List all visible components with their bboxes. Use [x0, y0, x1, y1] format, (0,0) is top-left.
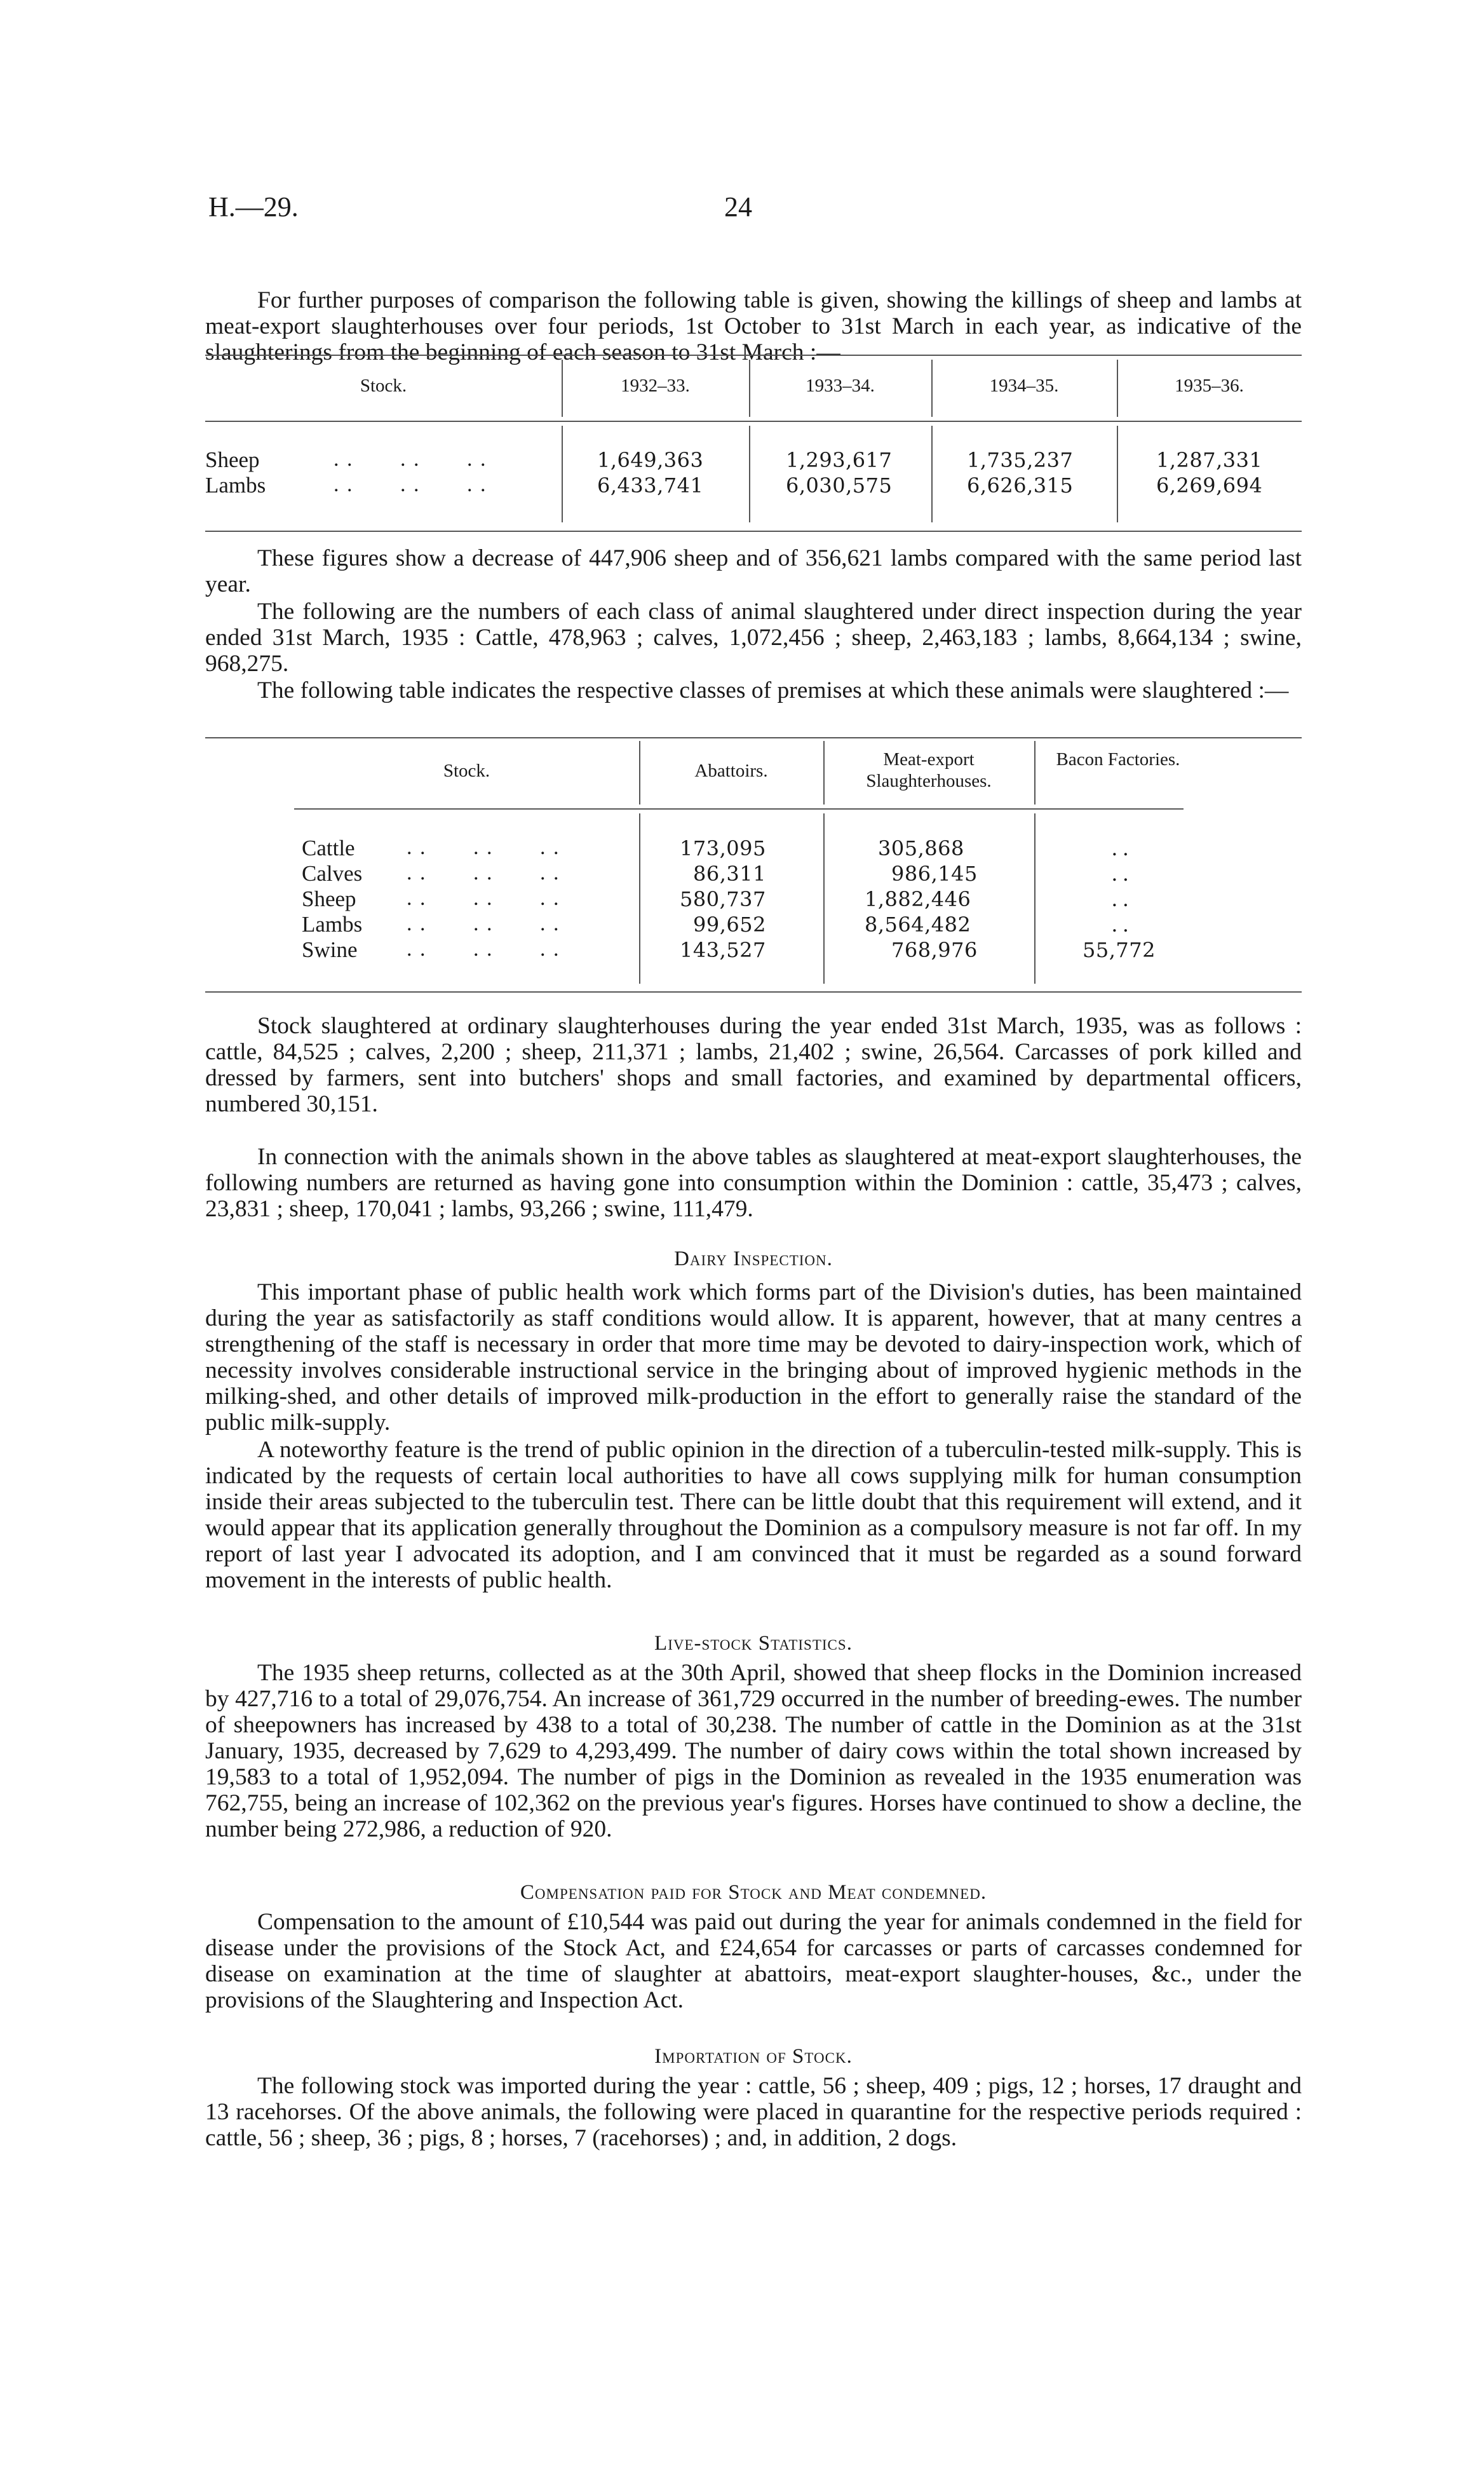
dairy-inspection-heading: Dairy Inspection. — [674, 1247, 833, 1270]
importation-heading: Importation of Stock. — [654, 2045, 853, 2068]
table1-header-1932: 1932–33. — [621, 376, 690, 396]
table-cell: . . — [1112, 861, 1129, 886]
table-cell: 1,735,237 — [967, 448, 1074, 472]
dairy-paragraph-2: A noteworthy feature is the trend of public opinion in the direction of a tuberculin-tested milk-supply. This is indicated by the requests of certain local authorities to have all cows supplying milk for human consumption inside their areas subjected to the tuberculin test. There can be little doubt that this requirement will extend, and it would appear that its application generally throughout the Dominion as a compulsory measure is not far off. In my report of last year I advocated its adoption, and I am convinced that it must be regarded as a sound forward movement in the interests of public health. — [205, 1437, 1302, 1593]
table-cell: 143,527 — [680, 938, 766, 962]
table2-header-meat-export: Meat-export Slaughterhouses. — [866, 749, 992, 791]
table2-header-abattoirs: Abattoirs. — [694, 761, 768, 781]
intro-paragraph: For further purposes of comparison the following table is given, showing the killings of sheep and lambs at meat-export slaughterhouses over four periods, 1st October to 31st March in each year, as indicative of the slaughterings from the beginning of each season to 31st March :— — [205, 287, 1302, 365]
inspection-paragraph: The following are the numbers of each class of animal slaughtered under direct inspection during the year ended 31st March, 1935 : Cattle, 478,963 ; calves, 1,072,456 ; sheep, 2,463,183 ; lambs, 8,664,134 ; swine, 968,275. — [205, 599, 1302, 677]
compensation-heading: Compensation paid for Stock and Meat condemned. — [520, 1881, 987, 1904]
table1-header-1935: 1935–36. — [1175, 376, 1244, 396]
compensation-paragraph: Compensation to the amount of £10,544 was paid out during the year for animals condemned in the field for disease under the provisions of the Stock Act, and £24,654 for carcasses or parts of carcasses condemned for disease on examination at the time of slaughter at abattoirs, meat-export slaughter-houses, &c., under the provisions of the Slaughtering and Inspection Act. — [205, 1909, 1302, 2013]
table2-header-bacon: Bacon Factories. — [1056, 749, 1180, 770]
row-label: Calves — [302, 861, 363, 886]
table-cell: 1,882,446 — [865, 887, 971, 911]
row-label: Lambs — [302, 912, 363, 937]
document-page: H.—29. 24 For further purposes of comparison the following table is given, showing the killings of sheep and lambs at meat-export slaughterhouses over four periods, 1st October to 31st March in each year, as indicative of the slaughterings from the beginning of each season to 31st March :— Stock. 1932–33. 1933–34. 1934–35. 1935–36. Sheep . . . . . . 1,649,363 1,293,617 1,735,237 1,287,331 Lambs . . . . . . 6,433,741 6,030,575 6,626,315 6,269,694 These figures show a decrease of 447,906 sheep and of 356,621 lambs compared with the same period last year. The following are the numbers of each class of animal slaughtered under direct inspection during the year ended 31st March, 1935 : Cattle, 478,963 ; calves, 1,072,456 ; sheep, 2,463,183 ; lambs, 8,664,134 ; swine, 968,275. The following table indicates the respective classes of premises at which these animals were slaughtered :— Stock. Abattoirs. Meat-export Slaughterhouses. Bacon Factories. Cattle . . . . . . 173,095 305,868 . . Calves . . . . . . 86,311 986,145 . . Sheep . . . . . . 580,737 1,882,446 . . Lambs . . . . . . 99,652 8,564,482 . . Swine . . . . . . 143,527 768,976 55,772 Stock slaughtered at ordinary slaughterhouses during the year ended 31st March, 1935, was as follows : cattle, 84,525 ; calves, 2,200 ; sheep, 211,371 ; lambs, 21,402 ; swine, 26,564. Carcasses of pork killed and dressed by farmers, sent into butchers' shops and small factories, and examined by departmental officers, numbered 30,151. In connection with the animals shown in the above tables as slaughtered at meat-export slaughterhouses, the following numbers are returned as having gone into consumption within the Dominion : cattle, 35,473 ; calves, 23,831 ; sheep, 170,041 ; lambs, 93,266 ; swine, 111,479. Dairy Inspection. This important phase of public health work which forms part of the Division's duties, has been maintained during the year as satisfactorily as staff conditions would allow. It is apparent, however, that at many centres a strengthening of the staff is necessary in order that more time may be devoted to dairy-inspection work, which of necessity involves considerable instructional service in the bringing about of improved hygienic methods in the milking-shed, and other details of improved milk-production in the effort to generally raise the standard of the public milk-supply. A noteworthy feature is the trend of public opinion in the direction of a tuberculin-tested milk-supply. This is indicated by the requests of certain local authorities to have all cows supplying milk for human consumption inside their areas subjected to the tuberculin test. There can be little doubt that this requirement will extend, and it would appear that its application generally throughout the Dominion as a compulsory measure is not far off. In my report of last year I advocated its adoption, and I am convinced that it must be regarded as a sound forward movement in the interests of public health. Live-stock Statistics. The 1935 sheep returns, collected as at the 30th April, showed that sheep flocks in the Dominion increased by 427,716 to a total of 29,076,754. An increase of 361,729 occurred in the number of breeding-ewes. The number of sheepowners has increased by 438 to a total of 30,238. The number of cattle in the Dominion as at the 31st January, 1935, decreased by 7,629 to 4,293,499. The number of dairy cows within the total shown increased by 19,583 to a total of 1,952,094. The number of pigs in the Dominion as revealed in the 1935 enumeration was 762,755, being an increase of 102,362 on the previous year's figures. Horses have continued to show a decline, the number being 272,986, a reduction of 920. Compensation paid for Stock and Meat condemned. Compensation to the amount of £10,544 was paid out during the year for animals condemned in the field for disease under the provisions of the Stock Act, and £24,654 for carcasses or parts of carcasses condemned for disease on examination at the time of slaughter at abattoirs, meat-export slaughter-houses, &c., under the provisions of the Slaughtering and Inspection Act. Importation of Stock. The following stock was imported during the year : cattle, 56 ; sheep, 409 ; pigs, 12 ; horses, 17 draught and 13 racehorses. Of the above animals, the following were placed in quarantine for the respective periods required : cattle, 56 ; sheep, 36 ; pigs, 8 ; horses, 7 (racehorses) ; and, in addition, 2 dogs. — [205, 191, 1302, 2151]
table-cell: 768,976 — [891, 938, 978, 962]
table2-header-stock: Stock. — [443, 761, 490, 781]
table-cell: 173,095 — [680, 836, 766, 860]
importation-paragraph: The following stock was imported during the year : cattle, 56 ; sheep, 409 ; pigs, 12 ; horses, 17 draught and 13 racehorses. Of the above animals, the following were placed in quarantine for the respective periods required : cattle, 56 ; sheep, 36 ; pigs, 8 ; horses, 7 (racehorses) ; and, in addition, 2 dogs. — [205, 2073, 1302, 2151]
ordinary-slaughterhouses-paragraph: Stock slaughtered at ordinary slaughterhouses during the year ended 31st March, 1935, was as follows : cattle, 84,525 ; calves, 2,200 ; sheep, 211,371 ; lambs, 21,402 ; swine, 26,564. Carcasses of pork killed and dressed by farmers, sent into butchers' shops and small factories, and examined by departmental officers, numbered 30,151. — [205, 1013, 1302, 1117]
table-cell: 86,311 — [693, 862, 766, 886]
table-cell: 1,293,617 — [786, 448, 893, 472]
page-number: 24 — [724, 191, 752, 222]
report-code: H.—29. — [208, 191, 299, 222]
table2-intro-paragraph: The following table indicates the respective classes of premises at which these animals were slaughtered :— — [257, 677, 1289, 703]
row-label: Sheep — [205, 447, 260, 472]
table-cell: 1,649,363 — [597, 448, 704, 472]
table-cell: . . — [1112, 912, 1129, 937]
table1-header-stock: Stock. — [360, 376, 407, 396]
livestock-paragraph: The 1935 sheep returns, collected as at the 30th April, showed that sheep flocks in the Dominion increased by 427,716 to a total of 29,076,754. An increase of 361,729 occurred in the number of breeding-ewes. The number of sheepowners has increased by 438 to a total of 30,238. The number of cattle in the Dominion as at the 31st January, 1935, decreased by 7,629 to 4,293,499. The number of dairy cows within the total shown increased by 19,583 to a total of 1,952,094. The number of pigs in the Dominion as revealed in the 1935 enumeration was 762,755, being an increase of 102,362 on the previous year's figures. Horses have continued to show a decline, the number being 272,986, a reduction of 920. — [205, 1660, 1302, 1842]
table-cell: 305,868 — [878, 836, 964, 860]
table-cell: 99,652 — [693, 913, 766, 937]
table-cell: 55,772 — [1083, 938, 1156, 962]
row-label: Swine — [302, 937, 358, 962]
table-cell: 6,269,694 — [1156, 473, 1263, 498]
table-cell: 580,737 — [680, 887, 766, 911]
decrease-paragraph: These figures show a decrease of 447,906 sheep and of 356,621 lambs compared with the same period last year. — [205, 545, 1302, 597]
row-label: Sheep — [302, 886, 356, 911]
row-label: Lambs — [205, 473, 266, 498]
table-cell: 1,287,331 — [1156, 448, 1263, 472]
table1-header-1934: 1934–35. — [989, 376, 1059, 396]
table1-header-1933: 1933–34. — [806, 376, 875, 396]
consumption-paragraph: In connection with the animals shown in the above tables as slaughtered at meat-export slaughterhouses, the following numbers are returned as having gone into consumption within the Dominion : cattle, 35,473 ; calves, 23,831 ; sheep, 170,041 ; lambs, 93,266 ; swine, 111,479. — [205, 1144, 1302, 1222]
table-cell: 6,626,315 — [967, 473, 1074, 498]
table-cell: . . — [1112, 886, 1129, 911]
table-cell: 8,564,482 — [865, 913, 971, 937]
table-cell: 986,145 — [891, 862, 978, 886]
table-cell: 6,433,741 — [597, 473, 704, 498]
dairy-paragraph-1: This important phase of public health work which forms part of the Division's duties, has been maintained during the year as satisfactorily as staff conditions would allow. It is apparent, however, that at many centres a strengthening of the staff is necessary in order that more time may be devoted to dairy-inspection work, which of necessity involves considerable instructional service in the bringing about of improved hygienic methods in the milking-shed, and other details of improved milk-production in the effort to generally raise the standard of the public milk-supply. — [205, 1279, 1302, 1436]
table-cell: 6,030,575 — [786, 473, 893, 498]
row-label: Cattle — [302, 836, 355, 860]
livestock-statistics-heading: Live-stock Statistics. — [654, 1632, 853, 1655]
table-cell: . . — [1112, 836, 1129, 860]
